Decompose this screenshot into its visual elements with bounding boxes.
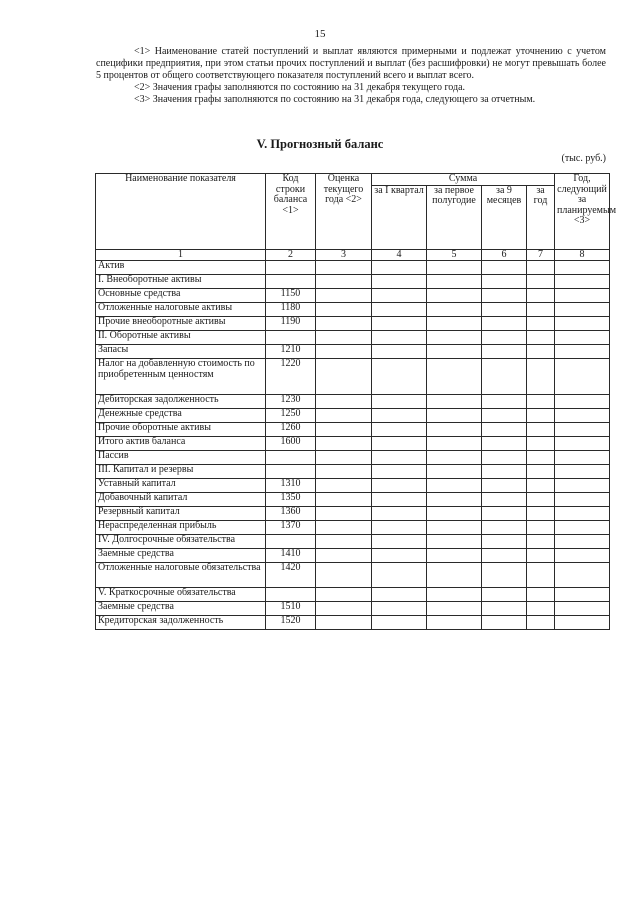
row-name: Денежные средства xyxy=(96,409,266,423)
value-cell xyxy=(372,588,427,602)
value-cell xyxy=(555,563,610,588)
row-code xyxy=(266,275,316,289)
table-row xyxy=(96,275,610,289)
value-cell xyxy=(555,359,610,395)
value-cell xyxy=(527,359,555,395)
table-body xyxy=(96,261,610,630)
value-cell xyxy=(372,535,427,549)
column-number-row xyxy=(96,249,610,261)
value-cell xyxy=(372,437,427,451)
value-cell xyxy=(427,359,482,395)
value-cell xyxy=(427,437,482,451)
value-cell xyxy=(427,616,482,630)
value-cell xyxy=(427,549,482,563)
value-cell xyxy=(316,493,372,507)
table-row xyxy=(96,331,610,345)
row-name: IV. Долгосрочные обязательства xyxy=(96,535,266,549)
value-cell xyxy=(372,549,427,563)
value-cell xyxy=(527,303,555,317)
value-cell xyxy=(555,451,610,465)
value-cell xyxy=(555,535,610,549)
value-cell xyxy=(316,317,372,331)
value-cell xyxy=(482,602,527,616)
value-cell xyxy=(372,451,427,465)
table-row xyxy=(96,465,610,479)
value-cell xyxy=(527,331,555,345)
value-cell xyxy=(372,275,427,289)
row-name: Налог на добавленную стоимость по приобретенным ценностям xyxy=(96,359,266,395)
row-code xyxy=(266,261,316,275)
value-cell xyxy=(482,331,527,345)
value-cell xyxy=(427,289,482,303)
value-cell xyxy=(372,423,427,437)
row-code: 1310 xyxy=(266,479,316,493)
table-row xyxy=(96,535,610,549)
row-name: I. Внеоборотные активы xyxy=(96,275,266,289)
value-cell xyxy=(555,437,610,451)
value-cell xyxy=(427,451,482,465)
table-row xyxy=(96,437,610,451)
row-name: Резервный капитал xyxy=(96,507,266,521)
value-cell xyxy=(555,261,610,275)
row-code: 1600 xyxy=(266,437,316,451)
value-cell xyxy=(427,563,482,588)
table-row xyxy=(96,289,610,303)
section-title: V. Прогнозный баланс xyxy=(256,137,384,151)
row-code: 1180 xyxy=(266,303,316,317)
footnote-3: <3> Значения графы заполняются по состоянию на 31 декабря года, следующего за отчетным. xyxy=(134,94,536,105)
row-code: 1210 xyxy=(266,345,316,359)
row-code: 1150 xyxy=(266,289,316,303)
row-code xyxy=(266,331,316,345)
row-code xyxy=(266,535,316,549)
table-row xyxy=(96,423,610,437)
table-row xyxy=(96,602,610,616)
value-cell xyxy=(316,289,372,303)
value-cell xyxy=(555,588,610,602)
table-row xyxy=(96,479,610,493)
row-name: Кредиторская задолженность xyxy=(96,616,266,630)
value-cell xyxy=(555,616,610,630)
value-cell xyxy=(316,437,372,451)
value-cell xyxy=(372,289,427,303)
value-cell xyxy=(482,521,527,535)
value-cell xyxy=(316,345,372,359)
header-name: Наименование показателя xyxy=(96,174,266,250)
value-cell xyxy=(316,423,372,437)
value-cell xyxy=(482,261,527,275)
table-row xyxy=(96,345,610,359)
value-cell xyxy=(527,289,555,303)
value-cell xyxy=(527,345,555,359)
footnotes xyxy=(96,46,606,106)
value-cell xyxy=(482,451,527,465)
value-cell xyxy=(482,616,527,630)
value-cell xyxy=(372,317,427,331)
value-cell xyxy=(372,465,427,479)
value-cell xyxy=(527,549,555,563)
value-cell xyxy=(427,275,482,289)
row-name: Итого актив баланса xyxy=(96,437,266,451)
row-code: 1410 xyxy=(266,549,316,563)
value-cell xyxy=(527,395,555,409)
value-cell xyxy=(427,331,482,345)
table-row xyxy=(96,359,610,395)
table-row xyxy=(96,303,610,317)
value-cell xyxy=(482,465,527,479)
value-cell xyxy=(527,616,555,630)
value-cell xyxy=(372,409,427,423)
value-cell xyxy=(482,493,527,507)
value-cell xyxy=(427,493,482,507)
value-cell xyxy=(427,479,482,493)
header-next-year: Год, следующий за планируемым <3> xyxy=(555,174,610,250)
value-cell xyxy=(555,289,610,303)
header-year: за год xyxy=(527,185,555,249)
value-cell xyxy=(316,359,372,395)
table-row xyxy=(96,451,610,465)
row-code: 1250 xyxy=(266,409,316,423)
value-cell xyxy=(555,521,610,535)
column-number: 6 xyxy=(482,249,527,261)
value-cell xyxy=(372,602,427,616)
value-cell xyxy=(372,303,427,317)
column-number: 8 xyxy=(555,249,610,261)
value-cell xyxy=(372,507,427,521)
row-name: Отложенные налоговые обязательства xyxy=(96,563,266,588)
value-cell xyxy=(555,345,610,359)
footnote-1: <1> Наименование статей поступлений и выплат являются примерными и подлежат уточнению с учетом специфики предприятия, при этом статьи прочих поступлений и выплат (без расшифровки) не могут превышать более 5 процентов от общего соответствующего показателя поступлений всего и выплат всего. xyxy=(96,46,606,81)
row-code xyxy=(266,451,316,465)
value-cell xyxy=(316,451,372,465)
value-cell xyxy=(482,395,527,409)
table-row xyxy=(96,563,610,588)
row-name: II. Оборотные активы xyxy=(96,331,266,345)
row-name: Прочие оборотные активы xyxy=(96,423,266,437)
row-name: Отложенные налоговые активы xyxy=(96,303,266,317)
row-name: Прочие внеоборотные активы xyxy=(96,317,266,331)
value-cell xyxy=(316,465,372,479)
value-cell xyxy=(372,359,427,395)
value-cell xyxy=(555,465,610,479)
value-cell xyxy=(372,563,427,588)
table-row xyxy=(96,521,610,535)
value-cell xyxy=(316,535,372,549)
value-cell xyxy=(427,588,482,602)
table-row xyxy=(96,261,610,275)
value-cell xyxy=(372,616,427,630)
value-cell xyxy=(427,345,482,359)
value-cell xyxy=(316,563,372,588)
value-cell xyxy=(482,317,527,331)
row-name: III. Капитал и резервы xyxy=(96,465,266,479)
value-cell xyxy=(555,317,610,331)
value-cell xyxy=(482,289,527,303)
units-label: (тыс. руб.) xyxy=(561,153,606,164)
value-cell xyxy=(527,465,555,479)
value-cell xyxy=(555,395,610,409)
value-cell xyxy=(527,563,555,588)
value-cell xyxy=(482,303,527,317)
row-name: Нераспределенная прибыль xyxy=(96,521,266,535)
column-number: 2 xyxy=(266,249,316,261)
row-name: Добавочный капитал xyxy=(96,493,266,507)
value-cell xyxy=(427,317,482,331)
value-cell xyxy=(427,303,482,317)
value-cell xyxy=(527,437,555,451)
value-cell xyxy=(427,423,482,437)
row-name: Запасы xyxy=(96,345,266,359)
value-cell xyxy=(527,588,555,602)
value-cell xyxy=(482,588,527,602)
value-cell xyxy=(527,493,555,507)
value-cell xyxy=(427,521,482,535)
row-name: Дебиторская задолженность xyxy=(96,395,266,409)
table-row xyxy=(96,549,610,563)
row-code xyxy=(266,588,316,602)
row-code: 1220 xyxy=(266,359,316,395)
row-code: 1420 xyxy=(266,563,316,588)
value-cell xyxy=(372,493,427,507)
table-row xyxy=(96,409,610,423)
table-row xyxy=(96,395,610,409)
header-9-months: за 9 месяцев xyxy=(482,185,527,249)
row-code: 1190 xyxy=(266,317,316,331)
value-cell xyxy=(482,549,527,563)
column-number: 5 xyxy=(427,249,482,261)
forecast-balance-table xyxy=(95,173,617,630)
value-cell xyxy=(555,409,610,423)
row-code: 1360 xyxy=(266,507,316,521)
value-cell xyxy=(555,507,610,521)
value-cell xyxy=(555,493,610,507)
row-name: Пассив xyxy=(96,451,266,465)
value-cell xyxy=(427,395,482,409)
row-name: V. Краткосрочные обязательства xyxy=(96,588,266,602)
value-cell xyxy=(482,535,527,549)
value-cell xyxy=(555,549,610,563)
row-code: 1370 xyxy=(266,521,316,535)
value-cell xyxy=(555,303,610,317)
value-cell xyxy=(482,563,527,588)
row-code: 1510 xyxy=(266,602,316,616)
value-cell xyxy=(316,331,372,345)
value-cell xyxy=(555,331,610,345)
value-cell xyxy=(316,261,372,275)
header-estimate: Оценка текущего года <2> xyxy=(316,174,372,250)
value-cell xyxy=(527,261,555,275)
page-number: 15 xyxy=(314,28,326,40)
value-cell xyxy=(555,602,610,616)
row-name: Актив xyxy=(96,261,266,275)
value-cell xyxy=(372,479,427,493)
value-cell xyxy=(316,521,372,535)
header-h1: за первое полугодие xyxy=(427,185,482,249)
value-cell xyxy=(372,395,427,409)
value-cell xyxy=(427,261,482,275)
value-cell xyxy=(316,395,372,409)
value-cell xyxy=(482,359,527,395)
row-name: Уставный капитал xyxy=(96,479,266,493)
value-cell xyxy=(427,465,482,479)
value-cell xyxy=(527,479,555,493)
value-cell xyxy=(316,549,372,563)
value-cell xyxy=(527,521,555,535)
row-name: Заемные средства xyxy=(96,602,266,616)
value-cell xyxy=(316,479,372,493)
column-number: 4 xyxy=(372,249,427,261)
value-cell xyxy=(555,423,610,437)
column-number: 3 xyxy=(316,249,372,261)
row-code: 1230 xyxy=(266,395,316,409)
value-cell xyxy=(527,602,555,616)
header-code: Код строки баланса <1> xyxy=(266,174,316,250)
value-cell xyxy=(372,261,427,275)
value-cell xyxy=(316,616,372,630)
value-cell xyxy=(527,535,555,549)
value-cell xyxy=(372,521,427,535)
table-row xyxy=(96,616,610,630)
value-cell xyxy=(316,602,372,616)
value-cell xyxy=(372,331,427,345)
value-cell xyxy=(316,303,372,317)
value-cell xyxy=(316,588,372,602)
value-cell xyxy=(527,423,555,437)
value-cell xyxy=(527,275,555,289)
table-row xyxy=(96,507,610,521)
header-sum: Сумма xyxy=(372,174,555,186)
value-cell xyxy=(482,423,527,437)
value-cell xyxy=(527,409,555,423)
row-code: 1260 xyxy=(266,423,316,437)
value-cell xyxy=(427,507,482,521)
table-row xyxy=(96,588,610,602)
value-cell xyxy=(427,602,482,616)
value-cell xyxy=(482,507,527,521)
value-cell xyxy=(316,275,372,289)
row-name: Основные средства xyxy=(96,289,266,303)
column-number: 7 xyxy=(527,249,555,261)
value-cell xyxy=(372,345,427,359)
value-cell xyxy=(482,345,527,359)
value-cell xyxy=(316,507,372,521)
value-cell xyxy=(555,275,610,289)
value-cell xyxy=(527,507,555,521)
row-code: 1350 xyxy=(266,493,316,507)
value-cell xyxy=(427,535,482,549)
header-q1: за I квартал xyxy=(372,185,427,249)
value-cell xyxy=(555,479,610,493)
row-code: 1520 xyxy=(266,616,316,630)
value-cell xyxy=(527,317,555,331)
value-cell xyxy=(482,479,527,493)
row-name: Заемные средства xyxy=(96,549,266,563)
value-cell xyxy=(527,451,555,465)
value-cell xyxy=(482,275,527,289)
table-row xyxy=(96,493,610,507)
footnote-2: <2> Значения графы заполняются по состоянию на 31 декабря текущего года. xyxy=(134,82,466,93)
value-cell xyxy=(316,409,372,423)
value-cell xyxy=(482,409,527,423)
value-cell xyxy=(482,437,527,451)
table-row xyxy=(96,317,610,331)
column-number: 1 xyxy=(96,249,266,261)
row-code xyxy=(266,465,316,479)
value-cell xyxy=(427,409,482,423)
